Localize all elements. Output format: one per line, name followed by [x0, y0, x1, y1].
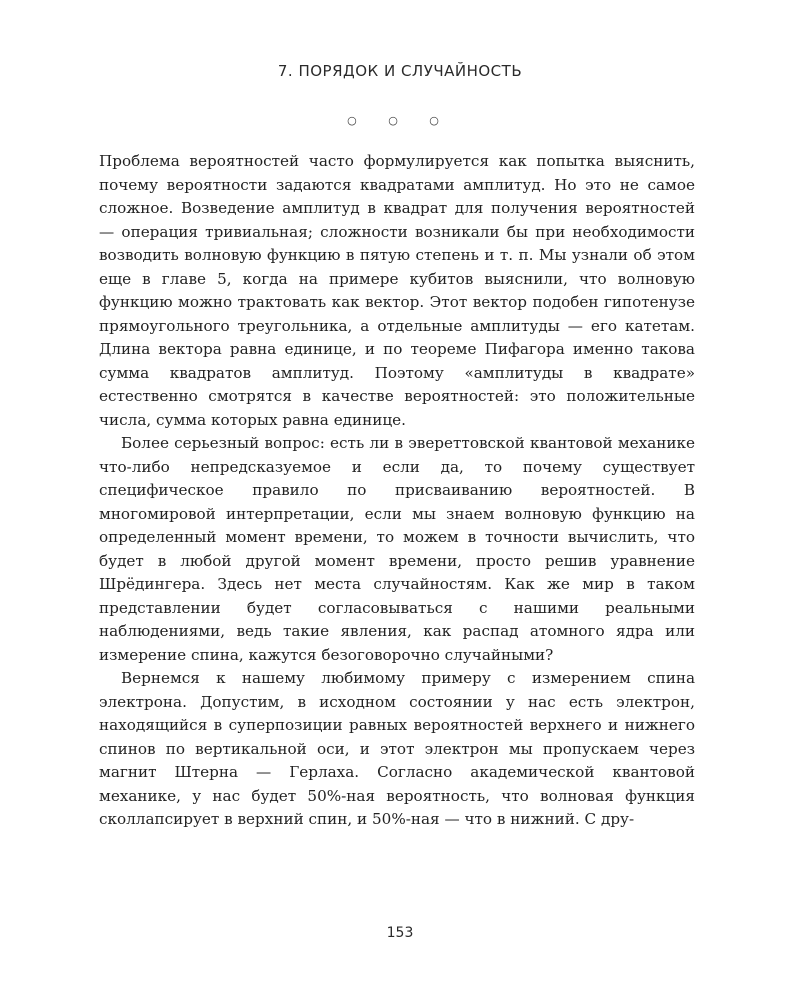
section-ornament: ○ ○ ○	[347, 114, 453, 127]
body-text	[99, 150, 695, 832]
page-number: 153	[386, 925, 414, 941]
paragraph-2: Более серьезный вопрос: есть ли в эвереттовской квантовой механике что-либо непредсказуемое и если да, то почему существует специфическое правило по присваиванию вероятностей. В многомировой интерпретации, если мы знаем волновую функцию на определенный момент времени, то можем в точности вычислить, что будет в любой другой момент времени, просто решив уравнение Шрёдингера. Здесь нет места случайностям. Как же мир в таком представлении будет согласовываться с нашими реальными наблюдениями, ведь такие явления, как распад атомного ядра или измерение спина, кажутся безоговорочно случайными?	[99, 434, 695, 664]
paragraph-3: Вернемся к нашему любимому примеру с измерением спина электрона. Допустим, в исходном состоянии у нас есть электрон, находящийся в суперпозиции равных вероятностей верхнего и нижнего спинов по вертикальной оси, и этот электрон мы пропускаем через магнит Штерна — Герлаха. Согласно академической квантовой механике, у нас будет 50%-ная вероятность, что волновая функция сколлапсирует в верхний спин, и 50%-ная — что в нижний. С дру-	[99, 669, 695, 828]
running-head-chapter-title: 7. ПОРЯДОК И СЛУЧАЙНОСТЬ	[277, 62, 523, 80]
paragraph-1: Проблема вероятностей часто формулируется как попытка выяснить, почему вероятности задаются квадратами амплитуд. Но это не самое сложное. Возведение амплитуд в квадрат для получения вероятностей — операция тривиальная; сложности возникали бы при необходимости возводить волновую функцию в пятую степень и т. п. Мы узнали об этом еще в главе 5, когда на примере кубитов выяснили, что волновую функцию можно трактовать как вектор. Этот вектор подобен гипотенузе прямоугольного треугольника, а отдельные амплитуды — его катетам. Длина вектора равна единице, и по теореме Пифагора именно такова сумма квадратов амплитуд. Поэтому «амплитуды в квадрате» естественно смотрятся в качестве вероятностей: это положительные числа, сумма которых равна единице.	[99, 152, 695, 429]
